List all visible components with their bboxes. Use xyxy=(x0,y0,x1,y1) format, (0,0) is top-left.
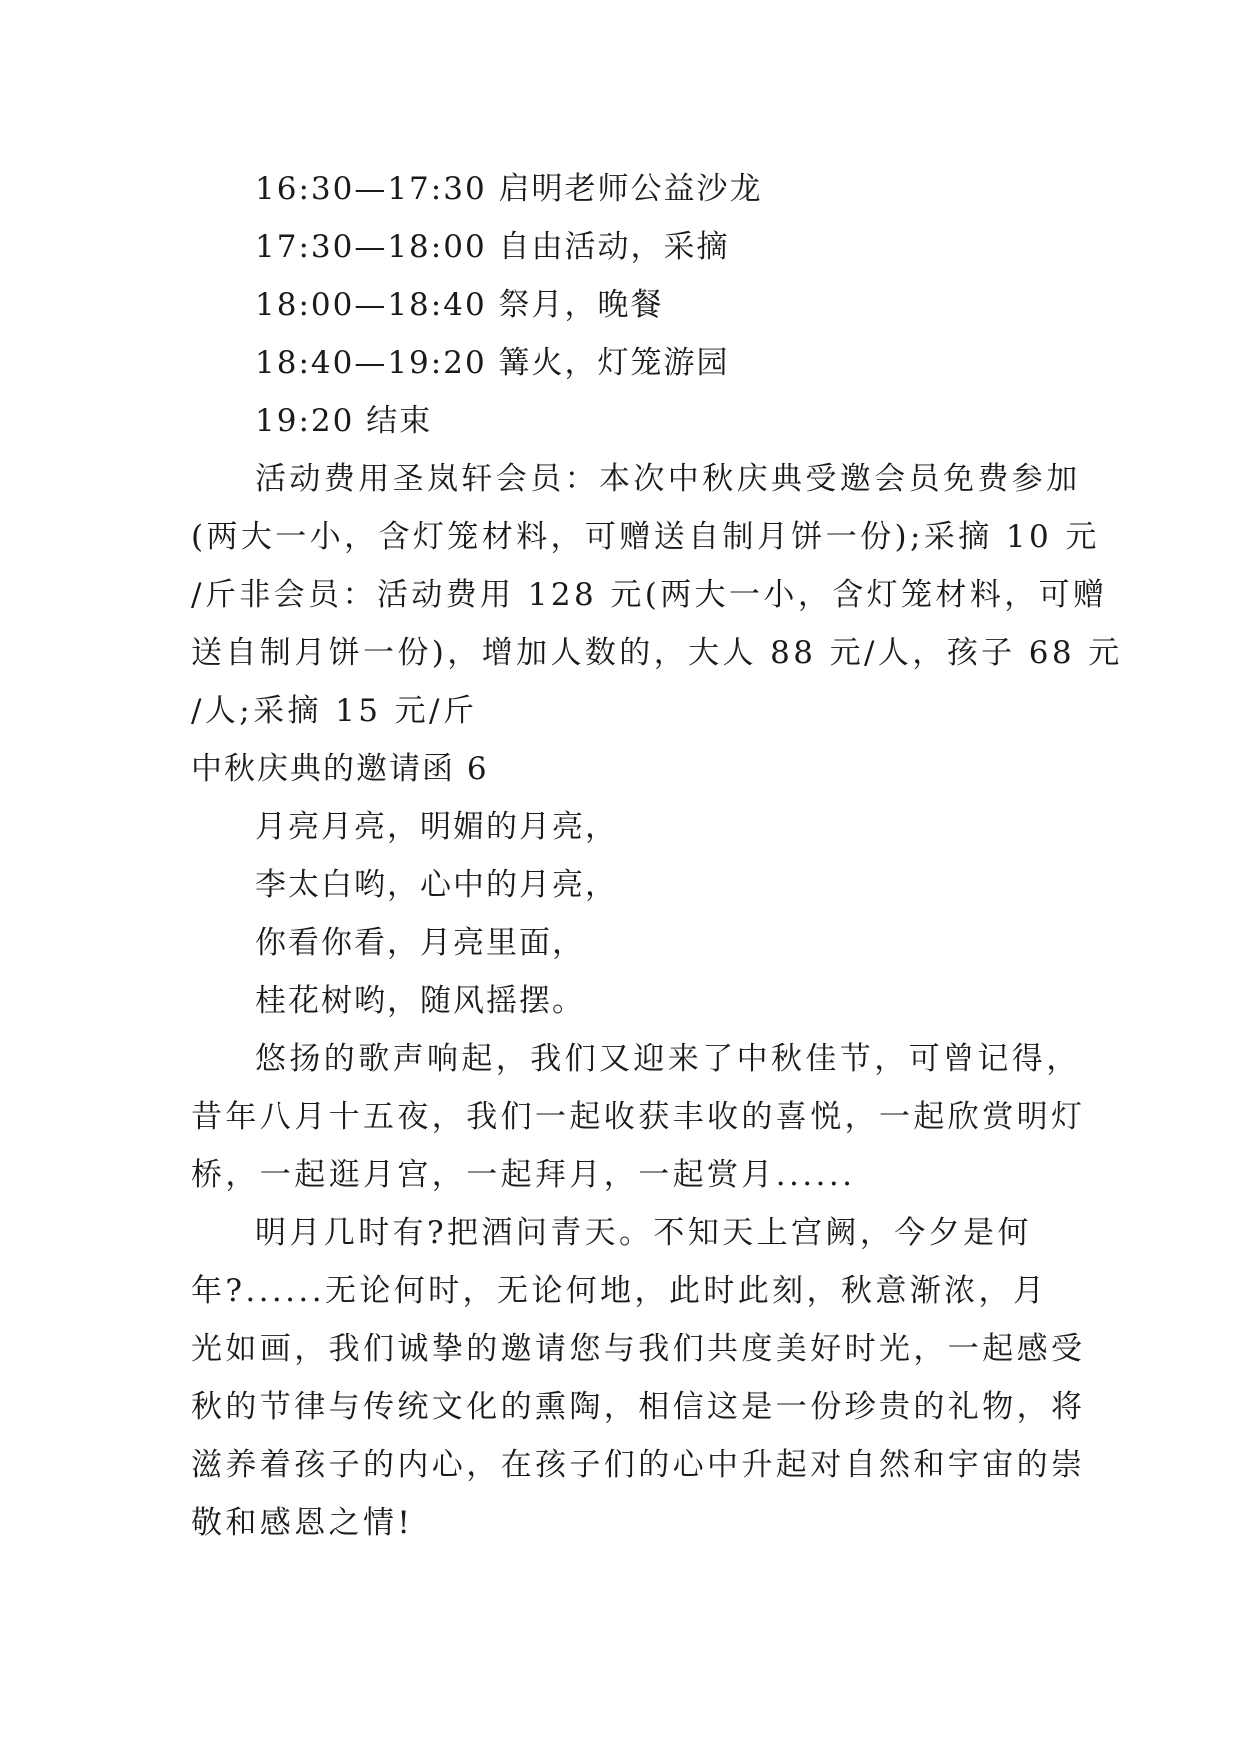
fee-line: 活动费用圣岚轩会员：本次中秋庆典受邀会员免费参加 xyxy=(255,461,1081,497)
paragraph-invitation xyxy=(191,1204,1086,1552)
paragraph-memories xyxy=(191,1030,1086,1204)
section-title: 中秋庆典的邀请函 6 xyxy=(191,751,489,787)
poem-line: 月亮月亮，明媚的月亮， xyxy=(255,809,618,845)
schedule-item: 19:20 结束 xyxy=(255,403,433,439)
paragraph-line: 秋的节律与传统文化的熏陶，相信这是一份珍贵的礼物，将 xyxy=(191,1389,1086,1425)
paragraph-line: 悠扬的歌声响起，我们又迎来了中秋佳节，可曾记得， xyxy=(255,1041,1081,1077)
schedule-item: 17:30—18:00 自由活动，采摘 xyxy=(255,229,730,265)
fee-line: /斤非会员：活动费用 128 元(两大一小，含灯笼材料，可赠 xyxy=(191,577,1108,613)
poem-line: 桂花树哟，随风摇摆。 xyxy=(255,983,585,1019)
paragraph-line: 光如画，我们诚挚的邀请您与我们共度美好时光，一起感受 xyxy=(191,1331,1086,1367)
schedule-item: 18:00—18:40 祭月，晚餐 xyxy=(255,287,664,323)
poem xyxy=(191,798,1051,1030)
fee-line: (两大一小，含灯笼材料，可赠送自制月饼一份);采摘 10 元 xyxy=(191,519,1100,555)
paragraph-line: 年?......无论何时，无论何地，此时此刻，秋意渐浓，月 xyxy=(191,1273,1048,1309)
schedule-item: 16:30—17:30 启明老师公益沙龙 xyxy=(255,171,763,207)
paragraph-line: 昔年八月十五夜，我们一起收获丰收的喜悦，一起欣赏明灯 xyxy=(191,1099,1086,1135)
fee-line: 送自制月饼一份)，增加人数的，大人 88 元/人，孩子 68 元 xyxy=(191,635,1123,671)
schedule-item: 18:40—19:20 篝火，灯笼游园 xyxy=(255,345,730,381)
document-body xyxy=(191,160,1123,1552)
schedule-list xyxy=(191,160,1051,450)
poem-line: 李太白哟，心中的月亮， xyxy=(255,867,618,903)
fee-line: /人;采摘 15 元/斤 xyxy=(191,693,478,729)
paragraph-line: 明月几时有?把酒问青天。不知天上宫阙，今夕是何 xyxy=(255,1215,1032,1251)
paragraph-line: 滋养着孩子的内心，在孩子们的心中升起对自然和宇宙的崇 xyxy=(191,1447,1086,1483)
paragraph-line: 桥，一起逛月宫，一起拜月，一起赏月...... xyxy=(191,1157,856,1193)
fee-paragraph xyxy=(191,450,1123,740)
paragraph-line: 敬和感恩之情! xyxy=(191,1505,414,1541)
poem-line: 你看你看，月亮里面， xyxy=(255,925,585,961)
